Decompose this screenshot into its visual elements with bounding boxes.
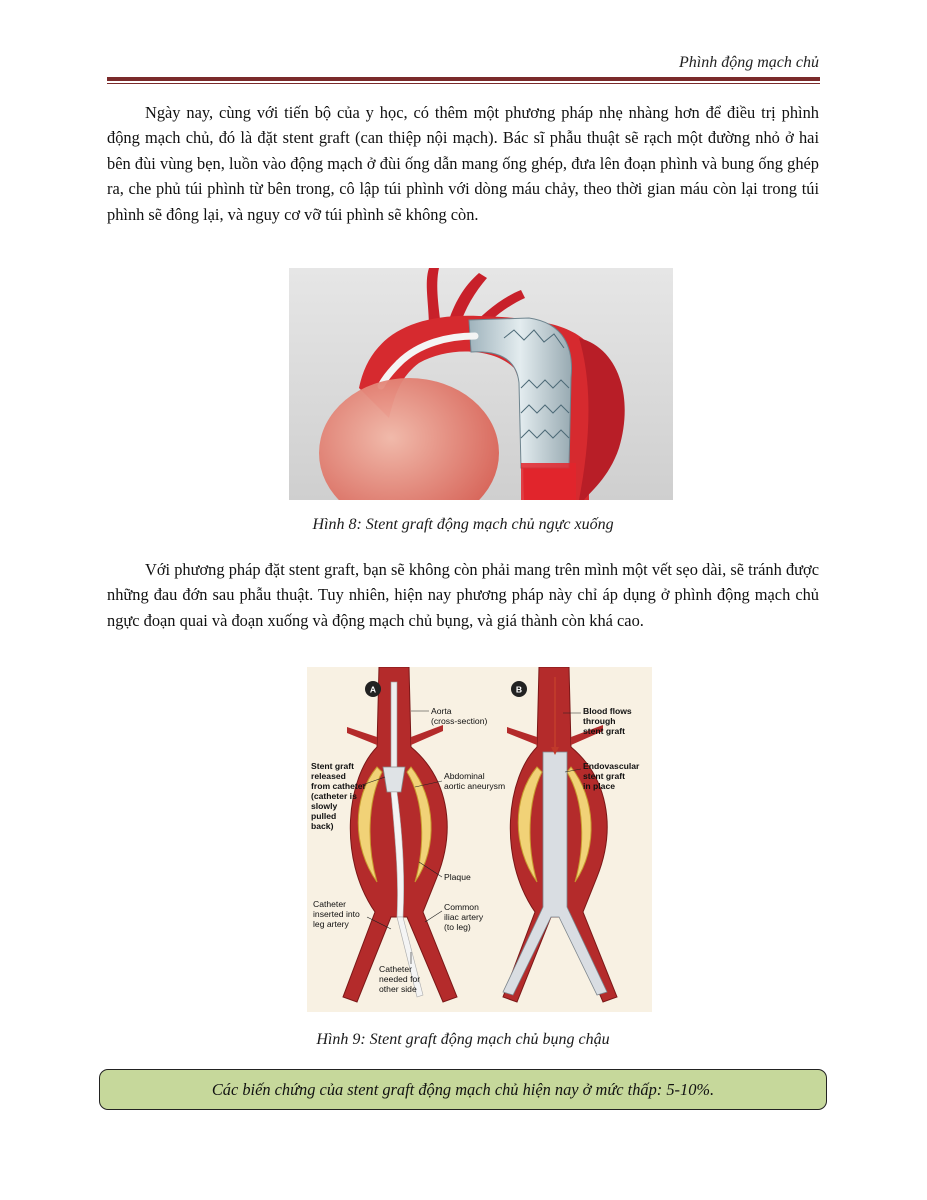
- label-aorta-sub: (cross-section): [431, 716, 488, 726]
- figure-8-caption: Hình 8: Stent graft động mạch chủ ngực xuống: [312, 516, 614, 533]
- label-blood-flows-1: Blood flows: [583, 706, 632, 716]
- label-stent-released-6: pulled: [311, 811, 337, 821]
- panel-b-label: B: [515, 684, 523, 695]
- figure-9-caption: Hình 9: Stent graft động mạch chủ bụng chậu: [316, 1031, 610, 1048]
- label-aorta: Aorta: [431, 706, 452, 716]
- label-aneurysm-2: aortic aneurysm: [444, 781, 506, 791]
- callout-box: [99, 1069, 827, 1110]
- header-rule-thick: [107, 77, 820, 81]
- label-stent-released-3: from catheter: [311, 781, 366, 791]
- label-iliac-3: (to leg): [444, 922, 471, 932]
- running-header: Phình động mạch chủ: [679, 54, 819, 71]
- callout-text: Các biến chứng của stent graft động mạch chủ hiện nay ở mức thấp: 5-10%.: [211, 1079, 715, 1099]
- paragraph-1: Ngày nay, cùng với tiến bộ của y học, có thêm một phương pháp nhẹ nhàng hơn để điều trị phình động mạch chủ, đó là đặt stent graft (can thiệp nội mạch). Bác sĩ phẫu thuật sẽ rạch một đường nhỏ ở hai bên đùi vùng bẹn, luồn vào động mạch ở đùi ống dẫn mang ống ghép, đưa lên đoạn phình và bung ống ghép ra, che phủ túi phình từ bên trong, cô lập túi phình với dòng máu chảy, theo thời gian máu còn lại trong túi phình sẽ đông lại, và nguy cơ vỡ túi phình sẽ không còn.: [107, 103, 819, 224]
- label-aneurysm-1: Abdominal: [444, 771, 485, 781]
- label-plaque: Plaque: [444, 872, 471, 882]
- label-blood-flows-2: through: [583, 716, 616, 726]
- panel-a-label: A: [369, 684, 377, 695]
- label-blood-flows-3: stent graft: [583, 726, 626, 736]
- figure-8-image: [289, 268, 673, 500]
- label-stent-released-2: released: [311, 771, 346, 781]
- label-iliac-1: Common: [444, 902, 479, 912]
- figure-9-image: [307, 667, 652, 1012]
- label-catheter-inserted-1: Catheter: [313, 899, 346, 909]
- label-catheter-other-2: needed for: [379, 974, 421, 984]
- label-endovascular-1: Endovascular: [583, 761, 640, 771]
- label-catheter-other-3: other side: [379, 984, 417, 994]
- label-catheter-inserted-2: inserted into: [313, 909, 360, 919]
- label-stent-released-1: Stent graft: [311, 761, 354, 771]
- label-stent-released-5: slowly: [311, 801, 338, 811]
- header-rule-thin: [107, 83, 820, 84]
- label-stent-released-7: back): [311, 821, 334, 831]
- label-iliac-2: iliac artery: [444, 912, 484, 922]
- label-catheter-inserted-3: leg artery: [313, 919, 349, 929]
- label-endovascular-3: in place: [583, 781, 615, 791]
- label-stent-released-4: (catheter is: [311, 791, 357, 801]
- paragraph-2: Với phương pháp đặt stent graft, bạn sẽ không còn phải mang trên mình một vết sẹo dài, sẽ tránh được những đau đớn sau phẫu thuật. Tuy nhiên, hiện nay phương pháp này chỉ áp dụng ở phình động mạch chủ ngực đoạn quai và đoạn xuống và động mạch chủ bụng, và giá thành còn khá cao.: [107, 560, 819, 630]
- label-catheter-other-1: Catheter: [379, 964, 412, 974]
- label-endovascular-2: stent graft: [583, 771, 626, 781]
